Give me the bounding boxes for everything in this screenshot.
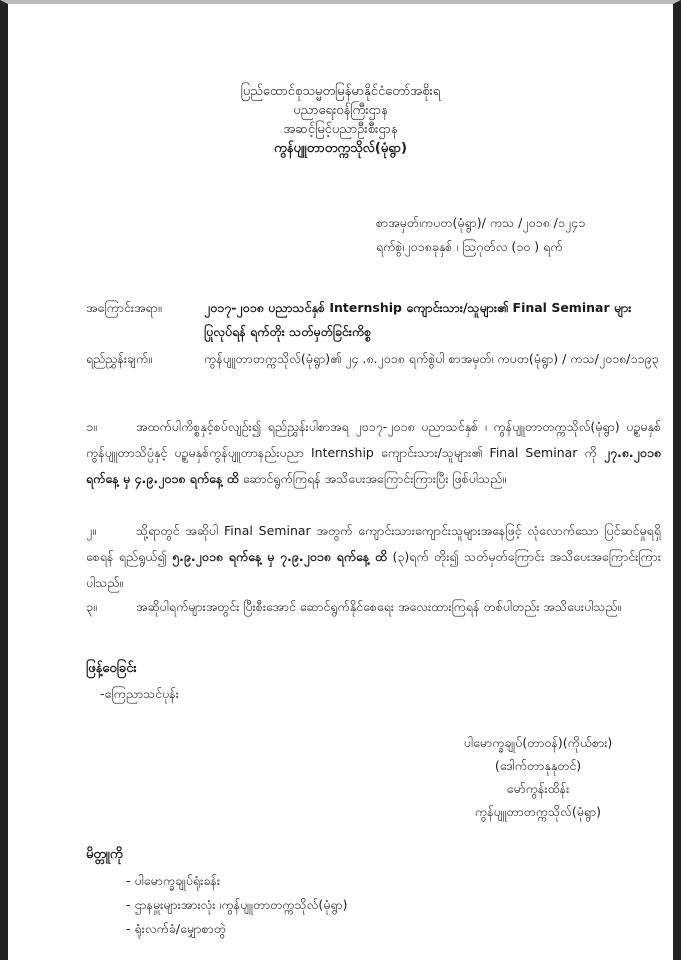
distribution-item: -ကြေညာသင်ပုန်း <box>100 686 179 701</box>
paragraph-number: ၂။ <box>86 523 96 538</box>
paragraph-number: ၁။ <box>86 419 97 434</box>
reference-label: ရည်ညွှန်းချက်။ <box>86 351 153 366</box>
signature-title: ပါမောက္ခချုပ်(တာဝန်)(ကိုယ်စား) <box>463 735 613 750</box>
letter-number: စာအမှတ်၊ကပတ(မုံရွာ)/ ကသ /၂၀၁၈ /၁၂၄၁ <box>376 215 586 230</box>
signature-name: (ဒေါက်တာနုနုတင်) <box>494 758 582 773</box>
paragraph-text: အထက်ပါကိစ္စနှင့်စပ်လျဉ်း၍ ရည်ညွှန်းပါစာအရ ၂၀၁၇-၂၀၁၈ ပညာသင်နှစ် ၊ ကွန်ပျူတာတက္ကသိုလ်(မုံရွာ) ပဥ္စမနှစ်ကွန်ပျူတာသိပ္ပံနှင့် ပဥ္စမနှစ်ကွန်ပျူတာနည်းပညာ Internship ကျောင်းသား/သူများ၏ Final Seminar ကို <box>86 419 661 460</box>
signature-block <box>428 731 648 823</box>
paragraph-text: အဆိုပါရက်များအတွင်း ပြီးစီးအောင် ဆောင်ရွက်နိုင်စေရေး အလေးထားကြရန် တစ်ပါတည်း အသိပေးပါသည်။ <box>136 599 622 614</box>
paragraph-bold-dates: ၅.၉.၂၀၁၈ ရက်နေ့ မှ ၇.၉.၂၀၁၈ ရက်နေ့ ထိ <box>172 549 388 564</box>
header-line-2: ပညာရေးဝန်ကြီးဌာန <box>293 103 388 118</box>
header-line-3: အဆင့်မြင့်ပညာဦးစီးဌာန <box>283 122 398 137</box>
cc-heading: မိတ္တူကို <box>86 847 123 862</box>
subject-label: အကြောင်းအရာ။ <box>86 300 162 315</box>
paragraph-number: ၃။ <box>86 599 97 614</box>
cc-item: - ဌာနမှူးများအားလုံး ၊ကွန်ပျူတာတက္ကသိုလ်(မုံရွာ) <box>126 897 348 912</box>
reference-row <box>86 347 661 371</box>
distribution-heading: ဖြန့်ဝေခြင်း <box>86 661 137 676</box>
subject-row <box>86 296 661 344</box>
paragraph-2 <box>86 518 661 596</box>
cc-list <box>126 869 348 941</box>
header-line-1: ပြည်ထောင်စုသမ္မတမြန်မာနိုင်ငံတော်အစိုးရ <box>240 84 441 99</box>
paragraph-3 <box>86 594 661 620</box>
paragraph-bold-dates: ၂၇.၈.၂၀၁၈ ရက်နေ့ မှ ၄.၉.၂၀၁၈ ရက်နေ့ ထိ <box>86 445 661 486</box>
paragraph-text: ဆောင်ရွက်ကြရန် အသိပေးအကြောင်းကြားပြီး ဖြစ်ပါသည်။ <box>238 471 506 486</box>
reference-text: ကွန်ပျူတာတက္ကသိုလ်(မုံရွာ)၏ ၂၄ .၈.၂၀၁၈ ရက်စွဲပါ စာအမှတ်၊ ကပတ(မုံရွာ) / ကသ/၂၀၁၈/၁၁၉၃ <box>204 351 659 366</box>
paragraph-1 <box>86 414 661 492</box>
paragraph-text: (၃)ရက် တိုး၍ သတ်မှတ်ကြောင်း အသိပေးအကြောင်းကြားပါသည်။ <box>86 549 661 590</box>
letterhead <box>8 82 673 158</box>
cc-item: - ရုံးလက်ခံ/မျှောစာတွဲ <box>126 921 226 936</box>
reference-block <box>376 211 585 259</box>
header-line-4: ကွန်ပျူတာတက္ကသိုလ်(မုံရွာ) <box>274 141 407 156</box>
letter-date: ရက်စွဲ၊၂၀၁၈ခုနှစ် ၊ ဩဂုတ်လ (၁၀ ) ရက် <box>376 239 563 254</box>
signature-org: ကွန်ပျူတာတက္ကသိုလ်(မုံရွာ) <box>474 804 602 819</box>
paragraph-text: သို့ရာတွင် အဆိုပါ Final Seminar အတွက် ကျောင်းသားကျောင်းသူများအနေဖြင့် လုံလောက်သော ပြင်ဆင်မှုရရှိစေရန် ရည်ရွယ်၍ <box>86 523 661 564</box>
subject-text: ၂၀၁၇-၂၀၁၈ ပညာသင်နှစ် Internship ကျောင်းသား/သူများ၏ Final Seminar များ ပြုလုပ်ရန် ရက်တိုး သတ်မှတ်ခြင်းကိစ္စ <box>204 300 632 339</box>
cc-item: - ပါမောက္ခချုပ်ရုံးခန်း <box>126 873 221 888</box>
signature-role: မော်ကွန်းထိန်း <box>506 781 570 796</box>
